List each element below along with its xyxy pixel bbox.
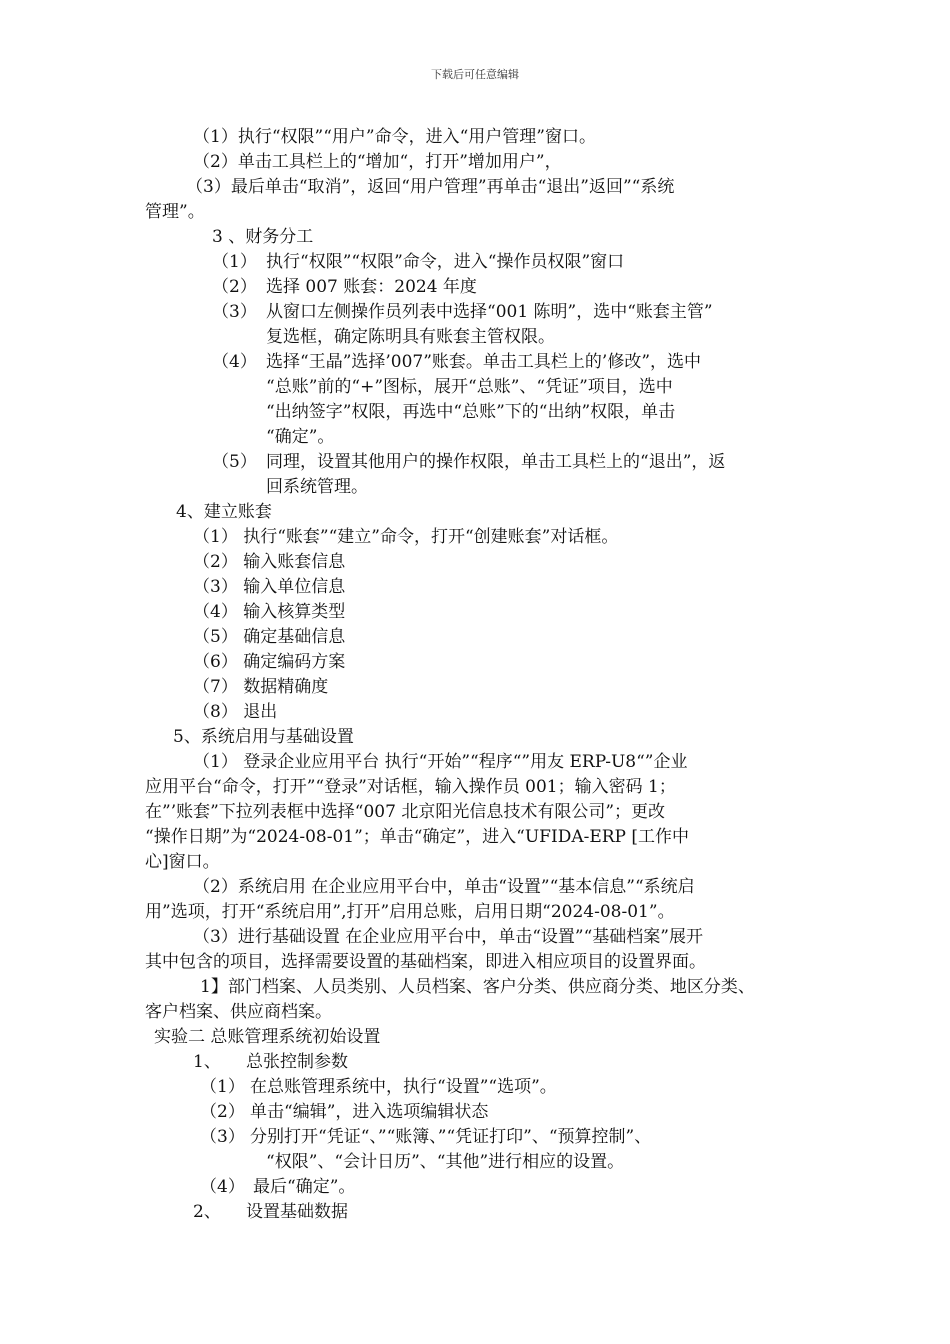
list-number: （5） (212, 452, 257, 472)
section-heading: 3 、财务分工 (212, 227, 314, 247)
text-line: “出纳签字”权限，再选中“总账”下的“出纳”权限，单击 (266, 402, 676, 422)
text-line: 心]窗口。 (145, 852, 220, 872)
text-line: 选择“王晶”选择’007”账套。单击工具栏上的’修改”，选中 (266, 352, 702, 372)
list-number: （1） (212, 252, 257, 272)
subsection-heading: 设置基础数据 (246, 1202, 348, 1222)
list-number: （1） (200, 1077, 245, 1097)
text-line: （3）最后单击“取消”，返回“用户管理”再单击“退出”返回”“系统 (186, 177, 675, 197)
text-line: 用”选项，打开“系统启用”,打开”启用总账，启用日期“2024-08-01”。 (145, 902, 675, 922)
text-line: （3）进行基础设置 在企业应用平台中，单击“设置”“基础档案”展开 (193, 927, 703, 947)
section-heading: 实验二 总账管理系统初始设置 (154, 1027, 381, 1047)
text-line: “权限”、“会计日历”、“其他”进行相应的设置。 (266, 1152, 625, 1172)
list-item: （5） 确定基础信息 (193, 627, 346, 647)
list-number: （4） (212, 352, 257, 372)
list-item: （7） 数据精确度 (193, 677, 329, 697)
list-number: 1、 (193, 1052, 221, 1072)
text-line: 同理，设置其他用户的操作权限，单击工具栏上的“退出”，返 (266, 452, 726, 472)
section-heading: 5、系统启用与基础设置 (173, 727, 354, 747)
list-item: （8） 退出 (193, 702, 278, 722)
page-header: 下载后可任意编辑 (431, 68, 519, 81)
text-line: 复选框，确定陈明具有账套主管权限。 (266, 327, 555, 347)
text-line: “确定”。 (266, 427, 335, 447)
text-line: 其中包含的项目，选择需要设置的基础档案，即进入相应项目的设置界面。 (145, 952, 706, 972)
list-item: （3） 输入单位信息 (193, 577, 346, 597)
list-number: （3） (200, 1127, 245, 1147)
section-heading: 4、建立账套 (176, 502, 272, 522)
list-number: （3） (212, 302, 257, 322)
text-line: 最后“确定”。 (253, 1177, 356, 1197)
text-line: 在总账管理系统中，执行“设置”“选项”。 (250, 1077, 557, 1097)
text-line: 1】部门档案、人员类别、人员档案、客户分类、供应商分类、地区分类、 (200, 977, 755, 997)
text-line: “操作日期”为“2024-08-01”；单击“确定”，进入“UFIDA-ERP [工作中 (145, 827, 690, 847)
list-item: （2） 输入账套信息 (193, 552, 346, 572)
text-line: 从窗口左侧操作员列表中选择“001 陈明”，选中“账套主管” (266, 302, 713, 322)
text-line: （1） 登录企业应用平台 执行“开始”“程序“”用友 ERP-U8“”企业 (193, 752, 688, 772)
text-line: （2）单击工具栏上的“增加“，打开”增加用户”， (193, 152, 562, 172)
text-line: 管理”。 (145, 202, 205, 222)
text-line: 执行“权限”“权限”命令，进入“操作员权限”窗口 (266, 252, 625, 272)
text-line: 回系统管理。 (266, 477, 368, 497)
text-line: 选择 007 账套：2024 年度 (266, 277, 477, 297)
text-line: “总账”前的“+”图标，展开“总账”、“凭证”项目，选中 (266, 377, 673, 397)
list-number: 2、 (193, 1202, 221, 1222)
text-line: 应用平台“命令，打开”“登录”对话框，输入操作员 001；输入密码 1； (145, 777, 676, 797)
list-item: （1） 执行“账套”“建立”命令，打开“创建账套”对话框。 (193, 527, 619, 547)
text-line: 单击“编辑”，进入选项编辑状态 (250, 1102, 489, 1122)
list-item: （4） 输入核算类型 (193, 602, 346, 622)
list-item: （6） 确定编码方案 (193, 652, 346, 672)
subsection-heading: 总张控制参数 (246, 1052, 348, 1072)
text-line: （2）系统启用 在企业应用平台中，单击“设置”“基本信息”“系统启 (193, 877, 695, 897)
list-number: （2） (200, 1102, 245, 1122)
list-number: （2） (212, 277, 257, 297)
text-line: 客户档案、供应商档案。 (145, 1002, 332, 1022)
text-line: 分别打开“凭证“、”“账簿、”“凭证打印”、“预算控制”、 (250, 1127, 652, 1147)
text-line: （1）执行“权限”“用户”命令，进入“用户管理”窗口。 (193, 127, 596, 147)
list-number: （4） (200, 1177, 245, 1197)
text-line: 在”’账套”下拉列表框中选择“007 北京阳光信息技术有限公司”；更改 (145, 802, 666, 822)
